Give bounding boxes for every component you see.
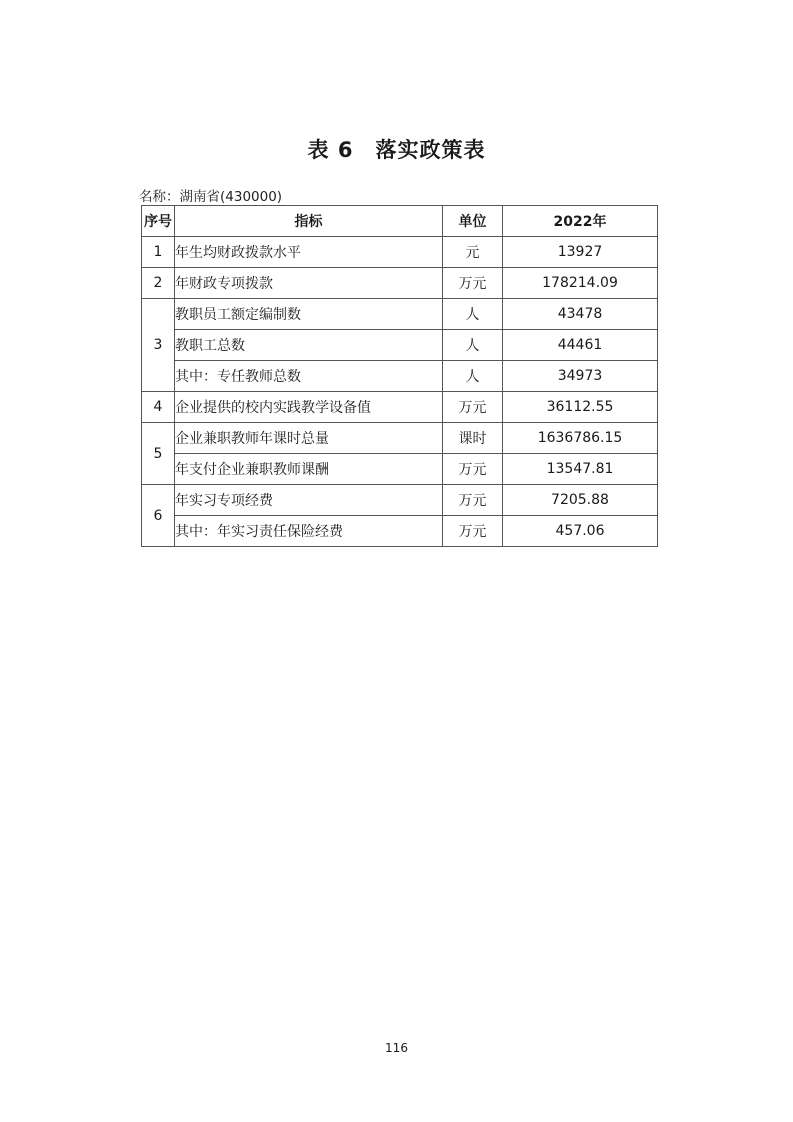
indicator-cell: 教职员工额定编制数 bbox=[175, 299, 443, 330]
indicator-cell: 年支付企业兼职教师课酬 bbox=[175, 454, 443, 485]
value-cell: 36112.55 bbox=[503, 392, 658, 423]
indicator-cell: 教职工总数 bbox=[175, 330, 443, 361]
table-body bbox=[142, 237, 658, 547]
unit-cell: 万元 bbox=[443, 392, 503, 423]
seq-cell: 1 bbox=[142, 237, 175, 268]
table-row bbox=[142, 485, 658, 516]
header-year: 2022年 bbox=[503, 206, 658, 237]
value-cell: 34973 bbox=[503, 361, 658, 392]
table-row bbox=[142, 392, 658, 423]
unit-cell: 万元 bbox=[443, 268, 503, 299]
unit-cell: 人 bbox=[443, 330, 503, 361]
seq-cell: 3 bbox=[142, 299, 175, 392]
indicator-cell: 企业兼职教师年课时总量 bbox=[175, 423, 443, 454]
table-row bbox=[142, 361, 658, 392]
header-indicator: 指标 bbox=[175, 206, 443, 237]
value-cell: 43478 bbox=[503, 299, 658, 330]
table-row bbox=[142, 516, 658, 547]
page-title: 表 6 落实政策表 bbox=[307, 138, 486, 162]
value-cell: 178214.09 bbox=[503, 268, 658, 299]
unit-cell: 人 bbox=[443, 299, 503, 330]
table-row bbox=[142, 454, 658, 485]
unit-cell: 万元 bbox=[443, 485, 503, 516]
value-cell: 457.06 bbox=[503, 516, 658, 547]
value-cell: 13927 bbox=[503, 237, 658, 268]
table-row bbox=[142, 237, 658, 268]
indicator-cell: 企业提供的校内实践教学设备值 bbox=[175, 392, 443, 423]
table-row bbox=[142, 423, 658, 454]
table-row bbox=[142, 330, 658, 361]
table-header bbox=[142, 206, 658, 237]
value-cell: 1636786.15 bbox=[503, 423, 658, 454]
unit-cell: 万元 bbox=[443, 454, 503, 485]
indicator-cell: 其中：专任教师总数 bbox=[175, 361, 443, 392]
unit-cell: 课时 bbox=[443, 423, 503, 454]
unit-cell: 人 bbox=[443, 361, 503, 392]
header-seq: 序号 bbox=[142, 206, 175, 237]
table-row bbox=[142, 268, 658, 299]
region-name-label: 名称：湖南省(430000) bbox=[139, 189, 283, 205]
seq-cell: 5 bbox=[142, 423, 175, 485]
seq-cell: 6 bbox=[142, 485, 175, 547]
page-number: 116 bbox=[385, 1041, 408, 1055]
indicator-cell: 年实习专项经费 bbox=[175, 485, 443, 516]
seq-cell: 4 bbox=[142, 392, 175, 423]
value-cell: 13547.81 bbox=[503, 454, 658, 485]
unit-cell: 万元 bbox=[443, 516, 503, 547]
value-cell: 7205.88 bbox=[503, 485, 658, 516]
seq-cell: 2 bbox=[142, 268, 175, 299]
indicator-cell: 年财政专项拨款 bbox=[175, 268, 443, 299]
indicator-cell: 年生均财政拨款水平 bbox=[175, 237, 443, 268]
value-cell: 44461 bbox=[503, 330, 658, 361]
policy-table bbox=[141, 205, 658, 547]
unit-cell: 元 bbox=[443, 237, 503, 268]
indicator-cell: 其中：年实习责任保险经费 bbox=[175, 516, 443, 547]
header-unit: 单位 bbox=[443, 206, 503, 237]
table-row bbox=[142, 299, 658, 330]
table-header-row bbox=[142, 206, 658, 237]
